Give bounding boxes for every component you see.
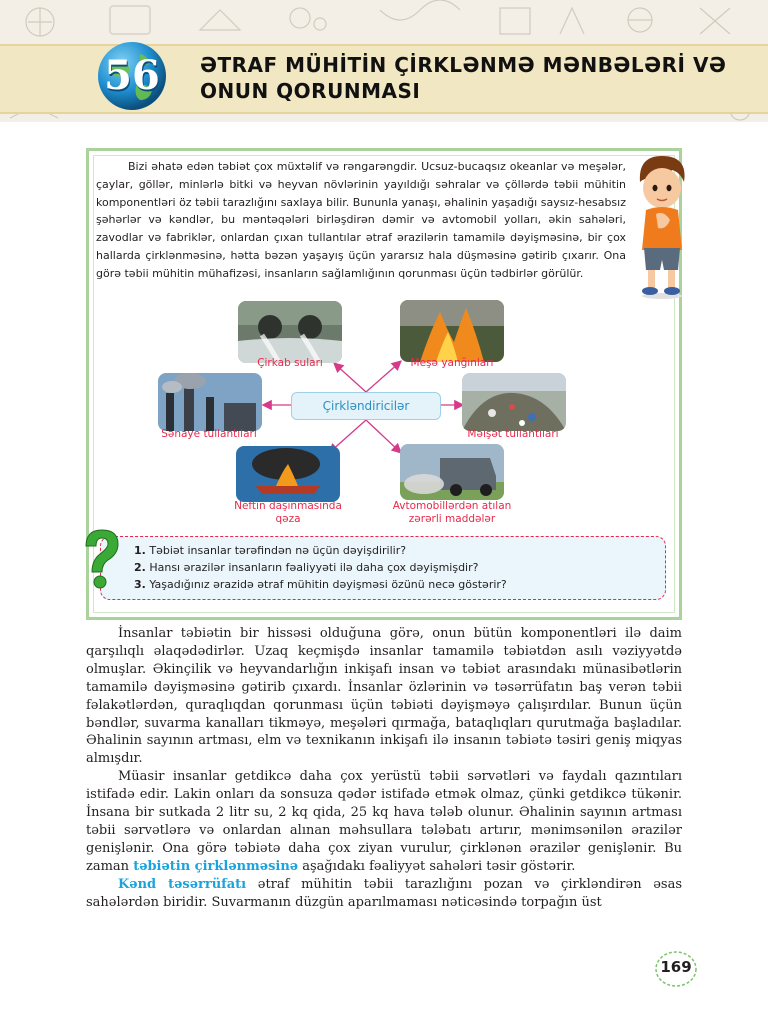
lesson-title-line2: ONUN QORUNMASI (200, 79, 421, 103)
lesson-number: 56 (104, 52, 160, 99)
body-paragraph-1: İnsanlar təbiətin bir hissəsi olduğuna görə, onun bütün komponentləri ilə daim qarşılıqlı əlaqədədirlər. Uzaq keçmişdə insanlar tamamilə təbiətdən asılı vəziyyətdə olmuşlar. Əkinçilik və heyvandarlığın inkişafı insan və təbiət arasındakı münasibətlərin tamamilə dəyişməsinə gətirib çıxardı. İnsanlar özlərinin və təsərrüfatın baş verən təbii fəlakətlərdən, quraqlıqdan qorunması üçün təbiəti dəyişməyə çalışırdılar. Bunun üçün bəndlər, suvarma kanalları tikməyə, meşələri qırmağa, bataqlıqları qurutmağa başladılar. Əhalinin sayının artması, elm və texnikanın inkişafı ilə insanın təbiətə təsiri geniş miqyas almışdır. (86, 626, 682, 767)
question-text: Yaşadığınız ərazidə ətraf mühitin dəyişməsi özünü necə göstərir? (149, 578, 507, 591)
highlight-term: Kənd təsərrüfatı (118, 876, 247, 892)
label-industrial-waste: Sənaye tullantıları (161, 428, 257, 440)
question-text: Hansı ərazilər insanların fəaliyyəti ilə daha çox dəyişmişdir? (149, 561, 479, 574)
label-car-emissions: Avtomobillərdən atılan zərərli maddələr (392, 500, 512, 525)
body-text-span: Müasir insanlar getdikcə daha çox yerüstü təbii sərvətləri və faydalı qazıntıları istifadə edir. Lakin onları da sonsuza qədər istifadə etmək olmaz, çünki getdikcə tükənir. İnsana bir sutkada 2 litr su, 2 kq qida, 25 kq hava tələb olunur. Əhalinin sayının artması təbii sərvətlərə və onlardan alınan məhsullara tələbatı artırır, mənimsənilən ərazilər genişlənir. Ona görə təbiətə daha çox ziyan vurulur, çirklənən ərazilər genişlənir. Bu zaman (86, 769, 682, 874)
forest-fire-photo-icon (400, 300, 504, 362)
body-text-span: ətraf mühitin təbii tarazlığını pozan və çirkləndirən əsas sahələrdən biridir. Suvarmanın düzgün aparılmaması nəticəsində torpağın üst (86, 876, 682, 910)
label-oil-accident: Neftin daşınmasında qəza (234, 500, 342, 525)
garbage-dump-photo-icon (462, 373, 566, 431)
label-household-waste: Məişət tullantıları (467, 428, 559, 440)
questions-list (134, 542, 654, 593)
question-text: Təbiət insanlar tərəfindən nə üçün dəyişdirilir? (149, 544, 407, 557)
sewage-pipes-photo-icon (238, 301, 342, 363)
page-number: 169 (660, 958, 692, 976)
body-text-span: aşağıdakı fəaliyyət sahələri təsir göstərir. (298, 858, 576, 874)
question-item (134, 576, 654, 593)
industrial-smoke-photo-icon (158, 373, 262, 431)
label-sewage: Çirkab suları (257, 357, 323, 369)
question-item (134, 559, 654, 576)
question-mark-icon (80, 528, 120, 590)
highlight-term: təbiətin çirklənməsinə (133, 858, 299, 874)
question-number: 2. (134, 561, 146, 574)
main-body-text (86, 625, 682, 912)
question-number: 3. (134, 578, 146, 591)
question-item (134, 542, 654, 559)
pollutants-center-box: Çirkləndiricilər (291, 392, 441, 420)
intro-paragraph: Bizi əhatə edən təbiət çox müxtəlif və rəngarəngdir. Ucsuz-bucaqsız okeanlar və meşələr, çaylar, göllər, minlərlə bitki və heyvan növlərinin yayıldığı səhralar və çöllərdə təbii mühitin komponentləri öz təbii tarazlığını saxlaya bilir. Bununla yanaşı, əhalinin yaşadığı saysız-hesabsız şəhərlər və kəndlər, bu məntəqələri birləşdirən dəmir və avtomobil yolları, əkin sahələri, zavodlar və fabriklər, onlardan çıxan tullantılar ətraf ərazilərin tamamilə dəyişməsinə, bir çox hallarda çirklənməsinə, hətta bəzən yaşayış üçün yararsız hala düşməsinə gətirib çıxarır. Ona görə təbii mühitin mühafizəsi, insanların sağlamlığının qorunması üçün tədbirlər görülür. (96, 160, 626, 280)
oil-tanker-fire-photo-icon (236, 446, 340, 502)
car-exhaust-photo-icon (400, 444, 504, 500)
label-forest-fire: Meşə yanğınları (410, 357, 494, 369)
body-paragraph-2 (86, 768, 682, 875)
question-number: 1. (134, 544, 146, 557)
body-paragraph-3 (86, 876, 682, 912)
lesson-title-line1: ƏTRAF MÜHİTİN ÇİRKLƏNMƏ MƏNBƏLƏRİ VƏ (200, 53, 727, 77)
